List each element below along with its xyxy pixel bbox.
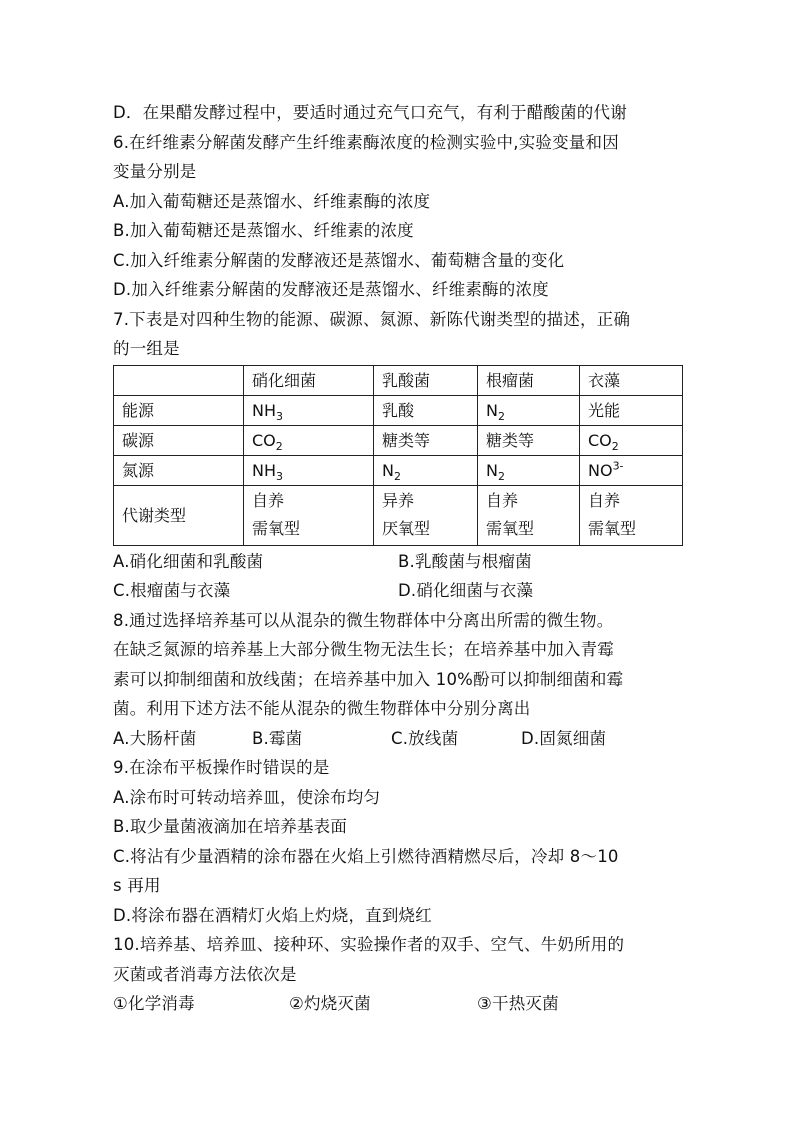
q7-option-b: B.乳酸菌与根瘤菌: [398, 551, 532, 571]
question-8-stem-cont: 素可以抑制细菌和放线菌；在培养基中加入 10%酚可以抑制细菌和霉: [113, 669, 624, 689]
table-header-cell: 乳酸菌: [374, 365, 478, 395]
q10-option-1: ①化学消毒: [113, 994, 195, 1013]
row-label: 氮源: [114, 455, 244, 485]
table-header-cell: 根瘤菌: [478, 365, 580, 395]
table-header-cell: 衣藻: [580, 365, 683, 395]
text-line: D．在果醋发酵过程中，要适时通过充气口充气，有利于醋酸菌的代谢: [113, 103, 627, 122]
table-cell: 糖类等: [374, 425, 478, 455]
table-row: [114, 455, 683, 485]
q9-option-c-cont: s 再用: [113, 876, 161, 895]
question-9: [113, 753, 683, 930]
table-row: [114, 425, 683, 455]
q7-option-row: [113, 576, 683, 606]
q8-option-c: C.放线菌: [391, 728, 459, 748]
q8-option-a: A.大肠杆菌: [113, 728, 197, 748]
q10-option-2: ②灼烧灭菌: [289, 994, 371, 1013]
exam-page: [113, 98, 683, 1019]
table-cell: $N_2$: [478, 395, 580, 425]
q7-option-a: A.硝化细菌和乳酸菌: [113, 551, 264, 571]
table-header-cell: 硝化细菌: [244, 365, 374, 395]
q8-option-d: D.固氮细菌: [521, 728, 607, 748]
question-7-stem-cont: 的一组是: [113, 339, 180, 358]
q9-option-c: C.将沾有少量酒精的涂布器在火焰上引燃待酒精燃尽后，冷却 8～10: [113, 846, 619, 866]
row-label: 能源: [114, 395, 244, 425]
table-cell: 糖类等: [478, 425, 580, 455]
question-10-stem-cont: 灭菌或者消毒方法依次是: [113, 964, 297, 984]
table-cell: 乳酸: [374, 395, 478, 425]
q7-option-d: D.硝化细菌与衣藻: [398, 581, 534, 600]
table-row-metabolism: [114, 485, 683, 545]
q6-option-a: A.加入葡萄糖还是蒸馏水、纤维素酶的浓度: [113, 191, 431, 211]
table-cell: 自养 需氧型: [478, 485, 580, 545]
table-cell: 光能: [580, 395, 683, 425]
table-row: [114, 395, 683, 425]
q6-option-c: C.加入纤维素分解菌的发酵液还是蒸馏水、葡萄糖含量的变化: [113, 250, 565, 270]
table-cell: $N_2$: [374, 455, 478, 485]
table-cell: 自养 需氧型: [244, 485, 374, 545]
q10-options: [113, 989, 683, 1019]
question-7-stem: 7.下表是对四种生物的能源、碳源、氮源、新陈代谢类型的描述，正确: [113, 309, 631, 329]
table-cell: $N_2$: [478, 455, 580, 485]
q8-options: [113, 724, 683, 754]
table-cell: $CO_2$: [580, 425, 683, 455]
table-cell: $NO^{3-}$: [580, 455, 683, 485]
q7-options: [113, 547, 683, 606]
question-6-stem: 6.在纤维素分解菌发酵产生纤维素酶浓度的检测实验中,实验变量和因: [113, 132, 619, 152]
table-cell: 异养 厌氧型: [374, 485, 478, 545]
question-6-stem-cont: 变量分别是: [113, 162, 197, 181]
organism-table: [113, 365, 683, 546]
q10-option-3: ③干热灭菌: [477, 994, 559, 1013]
table-header-row: [114, 365, 683, 395]
question-10: [113, 930, 683, 1019]
question-8-stem: 8.通过选择培养基可以从混杂的微生物群体中分离出所需的微生物。: [113, 610, 614, 630]
table-cell: 自养 需氧型: [580, 485, 683, 545]
row-label: 碳源: [114, 425, 244, 455]
question-9-stem: 9.在涂布平板操作时错误的是: [113, 758, 330, 777]
table-header-cell: [114, 365, 244, 395]
row-label: 代谢类型: [114, 485, 244, 545]
q7-option-row: [113, 547, 683, 577]
table-cell: $NH_3$: [244, 455, 374, 485]
q7-option-c: C.根瘤菌与衣藻: [113, 581, 231, 600]
q9-option-d: D.将涂布器在酒精灯火焰上灼烧，直到烧红: [113, 905, 432, 925]
table-cell: $NH_3$: [244, 395, 374, 425]
q9-option-b: B.取少量菌液滴加在培养基表面: [113, 817, 348, 836]
q6-option-b: B.加入葡萄糖还是蒸馏水、纤维素的浓度: [113, 221, 414, 240]
question-8-stem-cont: 在缺乏氮源的培养基上大部分微生物无法生长；在培养基中加入青霉: [113, 640, 614, 659]
question-8: [113, 606, 683, 754]
q6-option-d: D.加入纤维素分解菌的发酵液还是蒸馏水、纤维素酶的浓度: [113, 280, 549, 299]
q8-option-b: B.霉菌: [252, 728, 303, 748]
question-10-stem: 10.培养基、培养皿、接种环、实验操作者的双手、空气、牛奶所用的: [113, 935, 625, 954]
q9-option-a: A.涂布时可转动培养皿，使涂布均匀: [113, 787, 381, 807]
top-lines: [113, 98, 683, 364]
table-cell: $CO_2$: [244, 425, 374, 455]
question-8-stem-cont: 菌。利用下述方法不能从混杂的微生物群体中分别分离出: [113, 699, 531, 718]
